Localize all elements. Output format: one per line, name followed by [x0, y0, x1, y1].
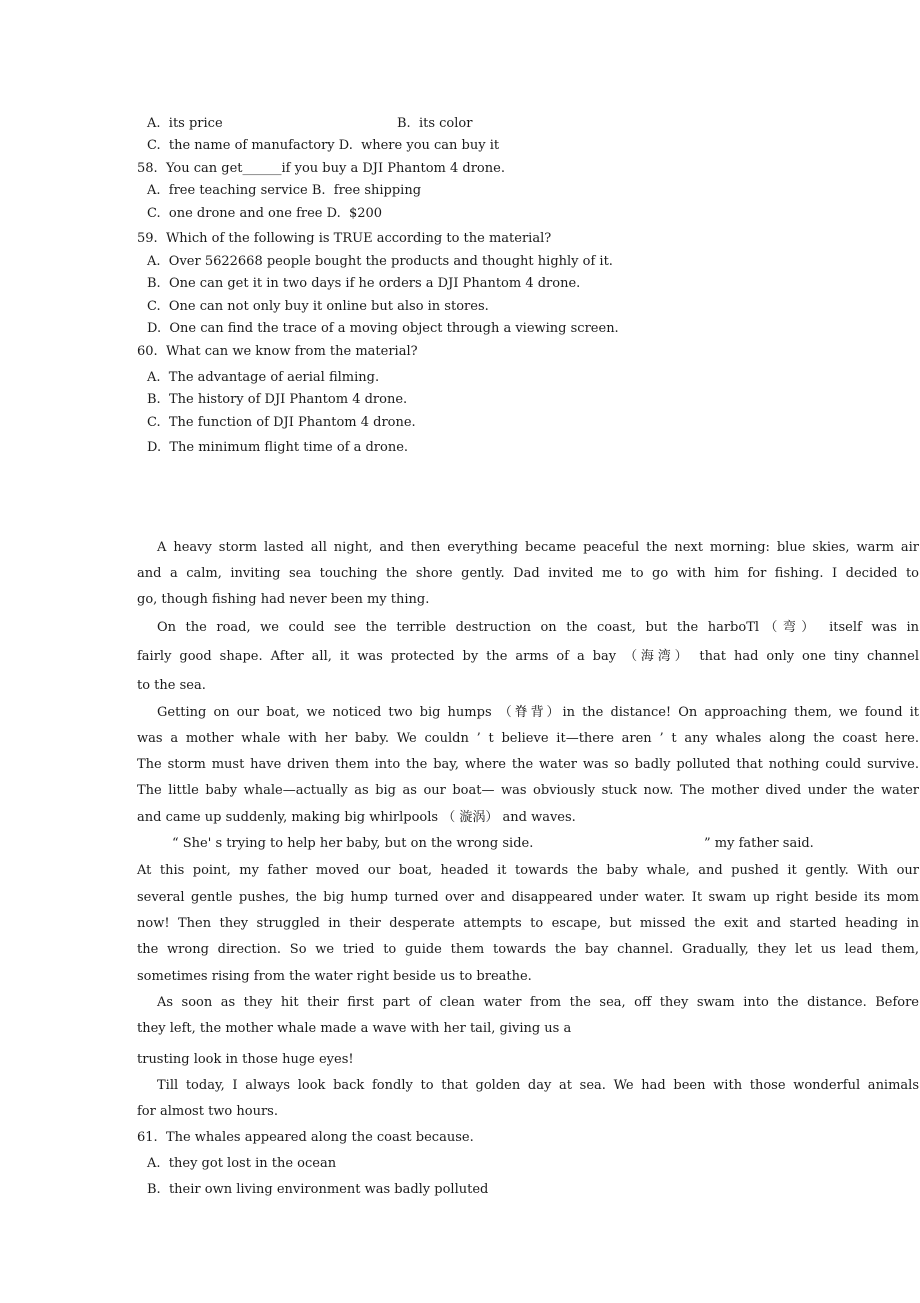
q59-option-b: B. One can get it in two days if he orders a DJI Phantom 4 drone. — [147, 276, 581, 291]
q57-option-cd: C. the name of manufactory D. where you can buy it — [147, 138, 500, 153]
q58-option-cd: C. one drone and one free D. $200 — [147, 206, 383, 221]
passage-p4-line-4: the wrong direction. So we tried to guide them towards the bay channel. Gradually, they let us lead them, — [137, 942, 919, 957]
passage-p5-line-2: they left, the mother whale made a wave with her tail, giving us a — [137, 1021, 572, 1036]
q58-option-ab: A. free teaching service B. free shipping — [147, 183, 422, 198]
q59-option-d: D. One can find the trace of a moving object through a viewing screen. — [147, 321, 619, 336]
passage-p3-line-3: The storm must have driven them into the bay, where the water was so badly polluted that nothing could survive. — [137, 757, 919, 772]
q59-option-c: C. One can not only buy it online but also in stores. — [147, 299, 489, 314]
q60-stem: 60. What can we know from the material? — [137, 344, 418, 359]
passage-quote-left: “ She' s trying to help her baby, but on the wrong side. — [172, 836, 534, 851]
q61-option-b: B. their own living environment was badly polluted — [147, 1182, 489, 1197]
passage-p6-line-2: for almost two hours. — [137, 1104, 278, 1119]
q61-stem: 61. The whales appeared along the coast because. — [137, 1130, 474, 1145]
passage-p2-line-3: to the sea. — [137, 678, 206, 693]
passage-p1-line-1: A heavy storm lasted all night, and then everything became peaceful the next morning: blue skies, warm air — [157, 540, 919, 555]
passage-p5-line-3: trusting look in those huge eyes! — [137, 1052, 354, 1067]
q57-option-a: A. its price — [147, 116, 223, 131]
q59-stem: 59. Which of the following is TRUE according to the material? — [137, 231, 552, 246]
passage-p2-line-2: fairly good shape. After all, it was protected by the arms of a bay （海湾） that had only one tiny channel — [137, 649, 919, 664]
passage-p3-line-1: Getting on our boat, we noticed two big humps （脊背）in the distance! On approaching them, we found it — [157, 705, 919, 720]
passage-p4-line-5: sometimes rising from the water right beside us to breathe. — [137, 969, 532, 984]
q57-option-b: B. its color — [397, 116, 473, 131]
passage-p3-line-5: and came up suddenly, making big whirlpools （ 漩涡） and waves. — [137, 810, 576, 825]
passage-p3-line-4: The little baby whale—actually as big as our boat— was obviously stuck now. The mother dived under the water — [137, 783, 919, 798]
q58-stem: 58. You can get______if you buy a DJI Phantom 4 drone. — [137, 161, 505, 176]
passage-p4-line-3: now! Then they struggled in their desperate attempts to escape, but missed the exit and started heading in — [137, 916, 919, 931]
q61-option-a: A. they got lost in the ocean — [147, 1156, 337, 1171]
passage-p1-line-2: and a calm, inviting sea touching the shore gently. Dad invited me to go with him for fishing. I decided to — [137, 566, 919, 581]
passage-p5-line-1: As soon as they hit their first part of clean water from the sea, off they swam into the distance. Before — [157, 995, 919, 1010]
passage-p4-line-2: several gentle pushes, the big hump turned over and disappeared under water. It swam up right beside its mom — [137, 890, 919, 905]
passage-quote-right: ” my father said. — [704, 836, 814, 851]
q60-option-c: C. The function of DJI Phantom 4 drone. — [147, 415, 416, 430]
passage-p2-line-1: On the road, we could see the terrible destruction on the coast, but the harboTl（弯） itself was in — [157, 620, 919, 635]
q60-option-a: A. The advantage of aerial filming. — [147, 370, 380, 385]
q60-option-b: B. The history of DJI Phantom 4 drone. — [147, 392, 408, 407]
passage-p1-line-3: go, though fishing had never been my thing. — [137, 592, 430, 607]
passage-p4-line-1: At this point, my father moved our boat, headed it towards the baby whale, and pushed it gently. With our — [137, 863, 919, 878]
q59-option-a: A. Over 5622668 people bought the products and thought highly of it. — [147, 254, 613, 269]
passage-p3-line-2: was a mother whale with her baby. We couldn ’ t believe it—there aren ’ t any whales along the coast here. — [137, 731, 919, 746]
q60-option-d: D. The minimum flight time of a drone. — [147, 440, 409, 455]
passage-p6-line-1: Till today, I always look back fondly to that golden day at sea. We had been with those wonderful animals — [157, 1078, 919, 1093]
